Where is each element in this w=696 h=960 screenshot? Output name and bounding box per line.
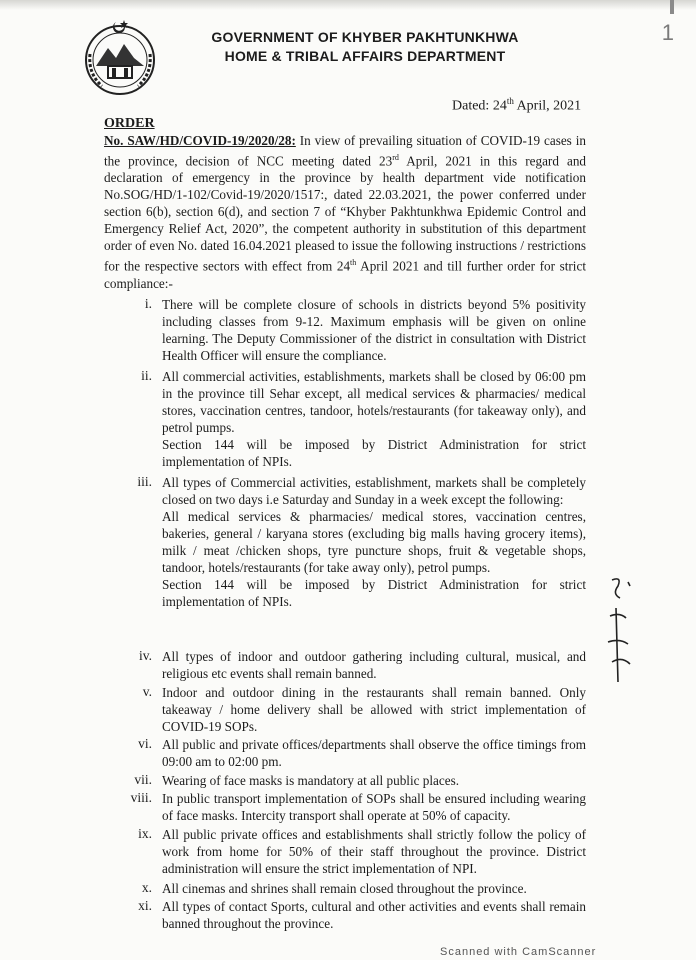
item-text: In public transport implementation of SOPs shall be ensured including wearing of face masks. Intercity transport shall operate at 50% of capacity.: [162, 791, 586, 823]
item-number: xi.: [138, 898, 152, 913]
date-sup: th: [506, 96, 514, 106]
header-line-2: HOME & TRIBAL AFFAIRS DEPARTMENT: [224, 48, 506, 64]
page-counter: 1: [661, 20, 674, 45]
government-seal-logo: [78, 14, 162, 98]
item-text-part: All commercial activities, establishments, markets shall be closed by 06:00 pm in the province till Sehar except, all medical services & pharmacies/ medical stores, vaccination centres, tandoor, hotels/restaurants (for takeaway only), and petrol pumps.: [162, 369, 586, 435]
item-number: iv.: [139, 648, 152, 663]
item-number: vii.: [134, 772, 152, 787]
item-text: All types of indoor and outdoor gathering including cultural, musical, and religious etc events shall remain banned.: [162, 649, 586, 681]
item-text-part: All types of Commercial activities, establishment, markets shall be completely closed on two days i.e Saturday and Sunday in a week except the following:: [162, 475, 586, 507]
intro-sup-2: th: [350, 258, 357, 268]
item-text-part: Section 144 will be imposed by District Administration for strict implementation of NPIs.: [162, 437, 586, 469]
item-text: There will be complete closure of schools in districts beyond 5% positivity including classes from 9-12. Maximum emphasis will be given on online learning. The Deputy Commissioner of the district in consultation with District Health Officer will ensure the compliance.: [162, 297, 586, 363]
item-number: vi.: [138, 736, 152, 751]
order-reference: No. SAW/HD/COVID-19/2020/28:: [104, 133, 296, 148]
item-text: Wearing of face masks is mandatory at all public places.: [162, 773, 460, 788]
item-text: Indoor and outdoor dining in the restaurants shall remain banned. Only takeaway / home delivery shall be allowed with strict implementation of COVID-19 SOPs.: [162, 685, 586, 734]
item-number: i.: [144, 296, 152, 311]
item-number: iii.: [137, 474, 152, 489]
scrollbar-indicator: [670, 0, 674, 14]
intro-part-3: April 2021 and till further order for strict compliance:-: [104, 258, 586, 291]
handwritten-signature: [598, 572, 638, 692]
item-number: ii.: [141, 368, 152, 383]
item-text: All cinemas and shrines shall remain closed throughout the province.: [162, 881, 527, 896]
intro-part-1: In view of prevailing situation of COVID-19 cases in the province, decision of NCC meeting dated 23: [104, 133, 586, 169]
item-text-part: Section 144 will be imposed by District Administration for strict implementation of NPIs.: [162, 577, 586, 609]
item-number: x.: [141, 880, 152, 895]
intro-paragraph: [104, 132, 586, 292]
item-text: [162, 474, 586, 610]
item-number: v.: [142, 684, 152, 699]
item-text: All public and private offices/departments shall observe the office timings from 09:00 am to 02:00 pm.: [162, 737, 586, 769]
item-text: [162, 368, 586, 470]
item-text: All types of contact Sports, cultural and other activities and events shall remain banned throughout the province.: [162, 899, 586, 931]
item-text: All public private offices and establishments shall strictly follow the policy of work from home for 50% of their staff throughout the province. District administration will ensure the strict implementation of NPI.: [162, 827, 586, 876]
intro-part-2: April, 2021 in this regard and declaration of emergency in the province by health department vide notification No.SOG/HD/1-102/Covid-19/2020/1517:, dated 22.03.2021, the power conferred under section 6(b), section 6(d), and section 7 of “Khyber Pakhtunkhwa Epidemic Control and Emergency Relief Act, 2020”, the competent authority in substitution of this department order of even No. dated 16.04.2021 pleased to issue the following instructions / restrictions for the respective sectors with effect from 24: [104, 153, 587, 274]
date-suffix: April, 2021: [513, 98, 582, 114]
item-text-part: All medical services & pharmacies/ medical stores, vaccination centres, bakeries, general / karyana stores (excluding big malls having grocery items), milk / meat /chicken shops, tyre puncture shops, fruit & vegetable shops, tandoor, hotels/restaurants (for take away only), petrol pumps.: [162, 509, 586, 575]
scanner-watermark: Scanned with CamScanner: [440, 946, 597, 958]
item-number: ix.: [138, 826, 152, 841]
item-number: viii.: [130, 790, 152, 805]
page-edge: [0, 0, 696, 10]
date-line: [452, 96, 581, 115]
header-line-1: GOVERNMENT OF KHYBER PAKHTUNKHWA: [211, 29, 519, 45]
intro-sup-1: rd: [392, 153, 399, 162]
order-heading: ORDER: [104, 116, 155, 131]
date-prefix: Dated: 24: [452, 98, 507, 114]
document-header: [180, 28, 550, 66]
